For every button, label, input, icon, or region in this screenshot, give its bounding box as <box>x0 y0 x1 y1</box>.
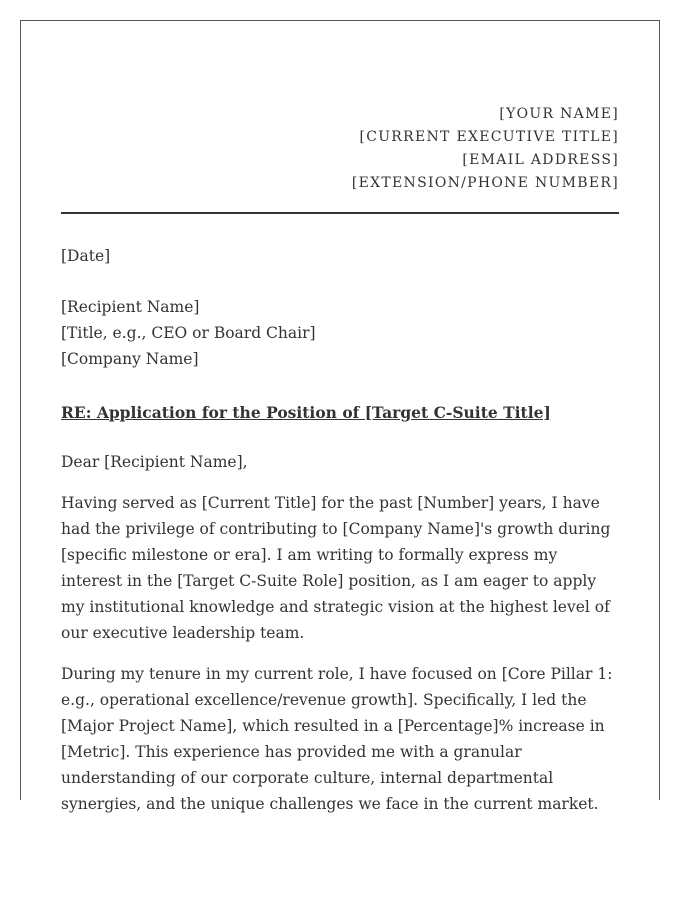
sender-header <box>352 103 619 195</box>
recipient-name: [Recipient Name] <box>61 298 200 316</box>
recipient-company: [Company Name] <box>61 350 199 368</box>
header-divider <box>61 212 619 214</box>
salutation: Dear [Recipient Name], <box>61 453 248 471</box>
recipient-block <box>61 294 623 372</box>
sender-email: [EMAIL ADDRESS] <box>462 152 619 168</box>
sender-title: [CURRENT EXECUTIVE TITLE] <box>359 129 619 145</box>
paragraph-intro: Having served as [Current Title] for the past [Number] years, I have had the privilege of contributing to [Company Name]'s growth during [specific milestone or era]. I am writing to formally express my interest in the [Target C-Suite Role] position, as I am eager to apply my institutional knowledge and strategic vision at the highest level of our executive leadership team. <box>61 494 611 642</box>
recipient-title: [Title, e.g., CEO or Board Chair] <box>61 324 316 342</box>
subject-line: RE: Application for the Position of [Target C-Suite Title] <box>61 403 551 422</box>
letter-page <box>20 20 660 813</box>
sender-name: [YOUR NAME] <box>499 106 619 122</box>
paragraph-experience: During my tenure in my current role, I have focused on [Core Pillar 1: e.g., operational excellence/revenue growth]. Specifically, I led the [Major Project Name], which resulted in a [Percentage]% increase in [Metric]. This experience has provided me with a granular understanding of our corporate culture, internal departmental synergies, and the unique challenges we face in the current market. <box>61 665 613 813</box>
sender-phone: [EXTENSION/PHONE NUMBER] <box>351 175 619 191</box>
letter-body <box>61 243 623 832</box>
letter-date: [Date] <box>61 247 111 265</box>
